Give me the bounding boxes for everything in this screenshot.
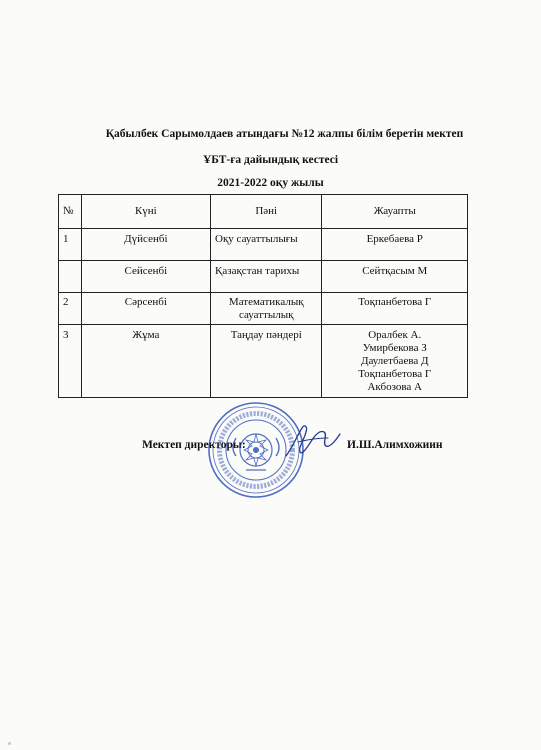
- row-responsible: [322, 293, 468, 325]
- table-row: [59, 229, 468, 261]
- row-subject: Оқу сауаттылығы: [211, 229, 322, 261]
- director-signature-icon: [282, 418, 342, 462]
- row-day: Сәрсенбі: [81, 293, 210, 325]
- row-num: 1: [59, 229, 82, 261]
- row-day: Сейсенбі: [81, 261, 210, 293]
- header-day: Күні: [81, 195, 210, 229]
- scan-speck: [8, 742, 11, 745]
- row-responsible: [322, 325, 468, 398]
- director-label: Мектеп директоры:: [142, 439, 246, 451]
- row-responsible: [322, 229, 468, 261]
- row-subject: Таңдау пәндері: [211, 325, 322, 398]
- table-header-row: [59, 195, 468, 229]
- document-title: ҰБТ-ға дайындық кестесі: [202, 154, 339, 166]
- table-row: [59, 261, 468, 293]
- school-name: Қабылбек Сарымолдаев атындағы №12 жалпы білім беретін мектеп: [105, 128, 464, 140]
- row-num: 3: [59, 325, 82, 398]
- responsible-person: Оралбек А.: [368, 329, 422, 341]
- responsible-person: Тоқпанбетова Г: [358, 296, 432, 308]
- row-day: Жұма: [81, 325, 210, 398]
- header-subject: Пәні: [211, 195, 322, 229]
- row-day: Дүйсенбі: [81, 229, 210, 261]
- responsible-person: Сейтқасым М: [362, 265, 428, 277]
- responsible-person: Еркебаева Р: [366, 233, 423, 245]
- row-subject: Математикалық сауаттылық: [211, 293, 322, 325]
- responsible-person: Акбозова А: [367, 381, 422, 393]
- director-name: И.Ш.Алимхожиин: [347, 439, 443, 451]
- academic-year: 2021-2022 оқу жылы: [217, 177, 324, 189]
- responsible-person: Даулетбаева Д: [360, 355, 429, 367]
- row-num: [59, 261, 82, 293]
- header-num: №: [59, 195, 82, 229]
- responsible-person: Тоқпанбетова Г: [358, 368, 432, 380]
- responsible-person: Умирбекова З: [362, 342, 427, 354]
- row-num: 2: [59, 293, 82, 325]
- row-subject: Қазақстан тарихы: [211, 261, 322, 293]
- schedule-table: [58, 194, 468, 398]
- table-row: [59, 325, 468, 398]
- row-responsible: [322, 261, 468, 293]
- header-responsible: Жауапты: [322, 195, 468, 229]
- table-row: [59, 293, 468, 325]
